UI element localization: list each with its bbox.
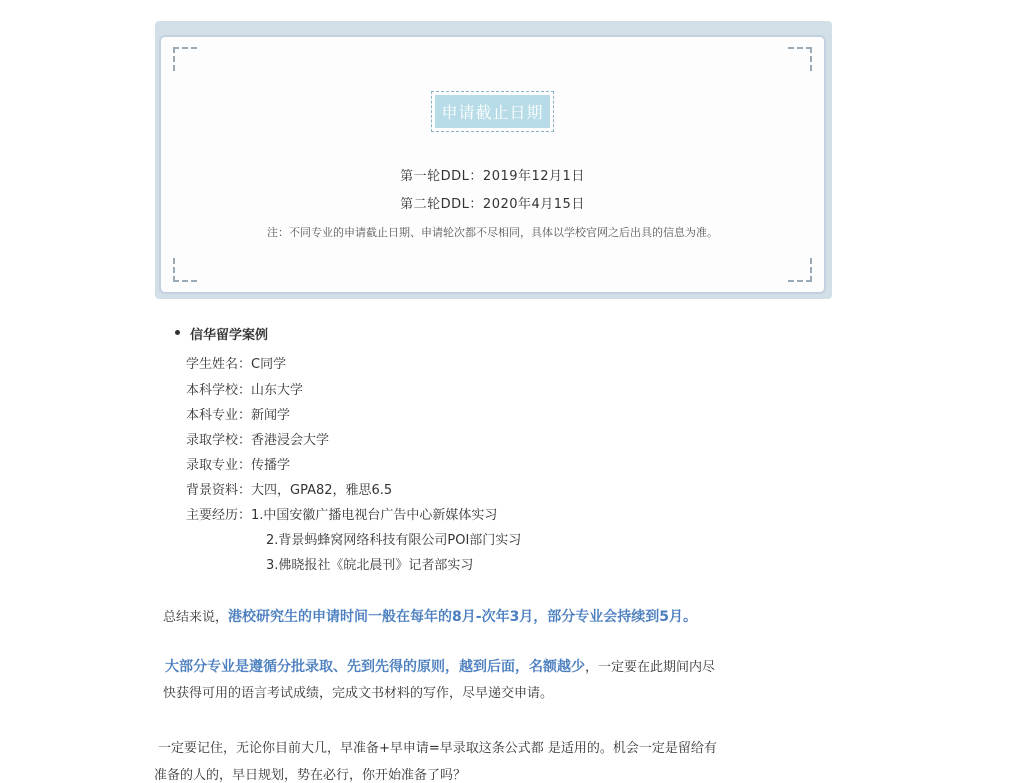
advice-highlight: 大部分专业是遵循分批录取、先到先得的原则，越到后面，名额越少 bbox=[165, 659, 585, 675]
case-row-experience-2: 2.背景蚂蜂窝网络科技有限公司POI部门实习 bbox=[266, 533, 522, 548]
case-row-experience: 主要经历：1.中国安徽广播电视台广告中心新媒体实习 bbox=[186, 508, 498, 523]
advice-line-2: 快获得可用的语言考试成绩，完成文书材料的写作，尽早递交申请。 bbox=[163, 686, 554, 701]
case-row-background: 背景资料：大四，GPA82，雅思6.5 bbox=[186, 483, 393, 498]
deadline-card-body bbox=[159, 35, 826, 294]
bullet-icon bbox=[175, 330, 180, 335]
summary-paragraph bbox=[163, 606, 697, 626]
case-row-major: 本科专业：新闻学 bbox=[186, 408, 291, 423]
advice-paragraph bbox=[165, 656, 715, 676]
corner-decoration bbox=[173, 258, 197, 282]
deadline-card bbox=[155, 21, 832, 299]
deadline-note: 注：不同专业的申请截止日期、申请轮次都不尽相同，具体以学校官网之后出具的信息为准。 bbox=[267, 226, 718, 239]
case-row-admit-school: 录取学校：香港浸会大学 bbox=[186, 433, 330, 448]
deadline-round-2: 第二轮DDL：2020年4月15日 bbox=[400, 197, 585, 212]
summary-lead: 总结来说， bbox=[163, 610, 229, 625]
closing-line-1: 一定要记住，无论你目前大几，早准备+早申请=早录取这条公式都 是适用的。机会一定是留给有 bbox=[158, 741, 717, 756]
case-row-admit-major: 录取专业：传播学 bbox=[186, 458, 291, 473]
case-row-experience-3: 3.佛晓报社《皖北晨刊》记者部实习 bbox=[266, 558, 474, 573]
closing-line-2: 准备的人的，早日规划，势在必行，你开始准备了吗？ bbox=[154, 768, 467, 783]
summary-highlight: 港校研究生的申请时间一般在每年的8月-次年3月，部分专业会持续到5月。 bbox=[228, 609, 698, 625]
case-row-student: 学生姓名：C同学 bbox=[186, 357, 287, 372]
corner-decoration bbox=[788, 47, 812, 71]
case-row-school: 本科学校：山东大学 bbox=[186, 383, 304, 398]
corner-decoration bbox=[788, 258, 812, 282]
advice-rest: ，一定要在此期间内尽 bbox=[585, 660, 716, 675]
deadline-title: 申请截止日期 bbox=[435, 95, 549, 128]
deadline-round-1: 第一轮DDL：2019年12月1日 bbox=[400, 169, 585, 184]
corner-decoration bbox=[173, 47, 197, 71]
